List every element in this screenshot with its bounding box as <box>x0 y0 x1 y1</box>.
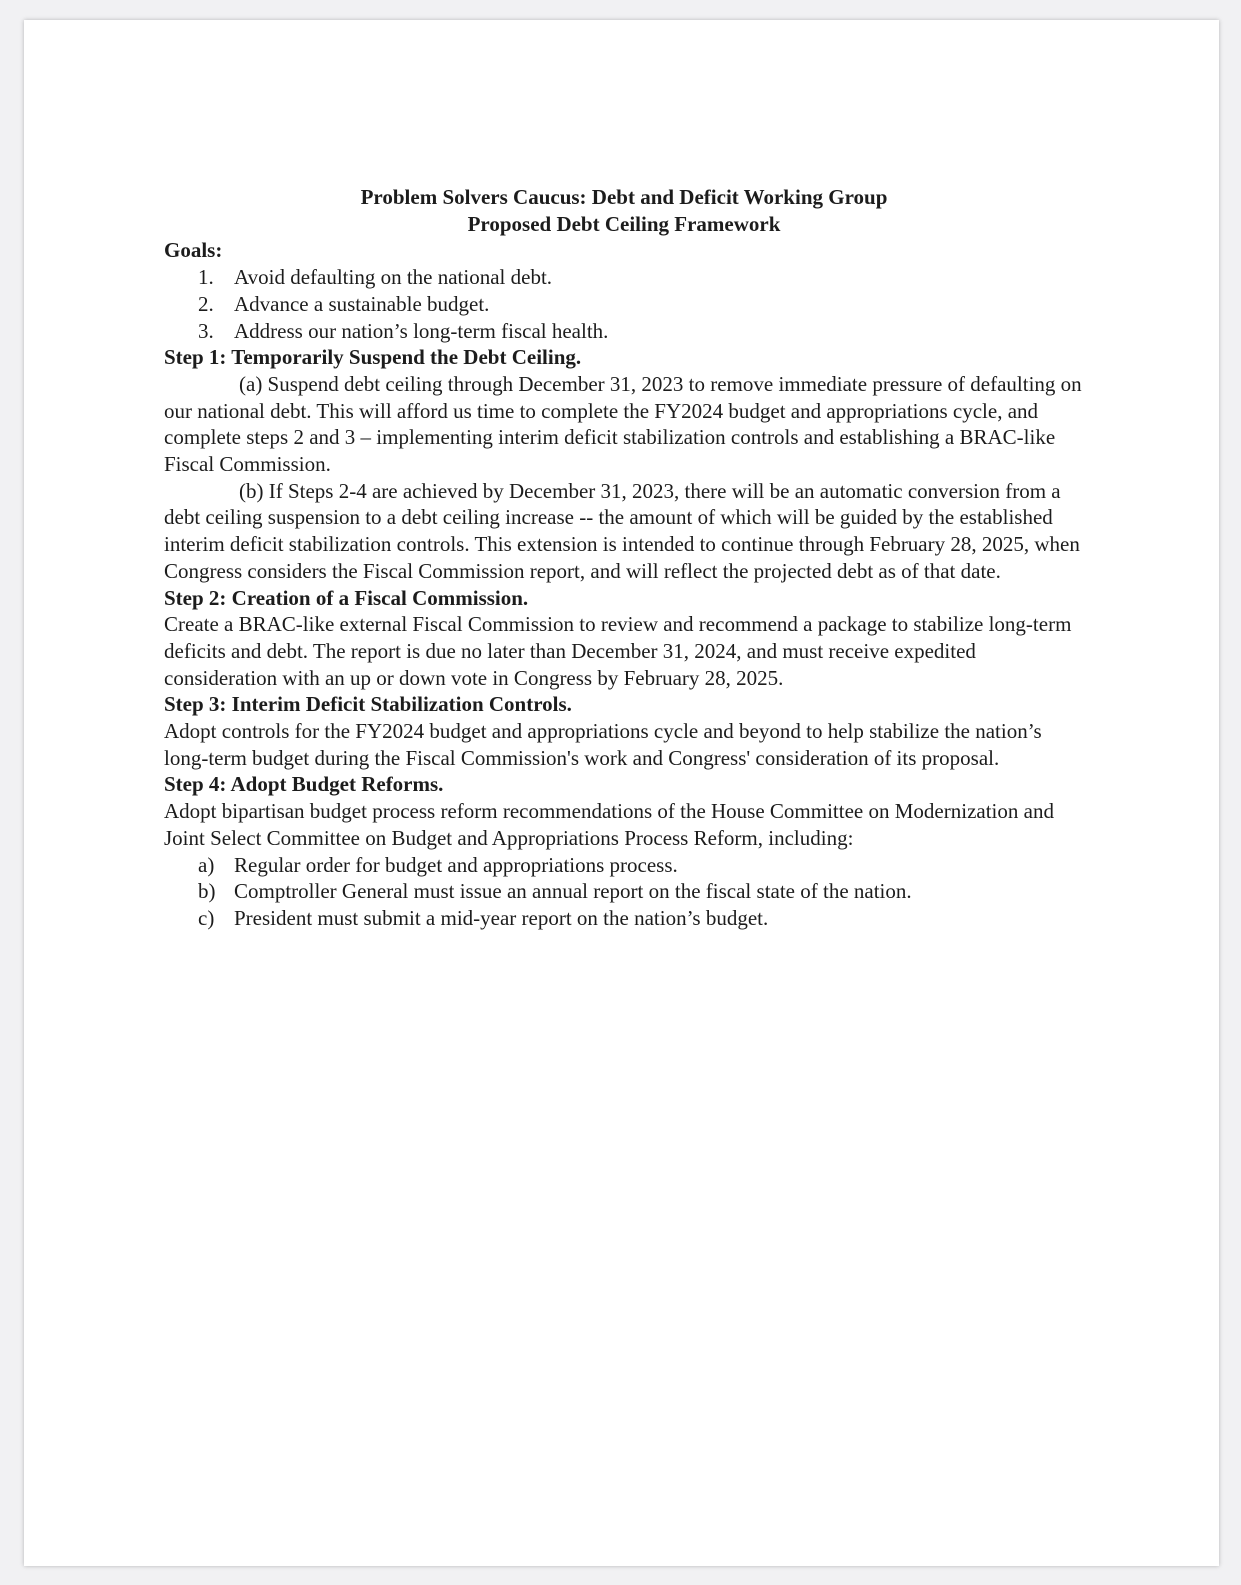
document-page <box>24 20 1219 1566</box>
list-item-text: President must submit a mid-year report on the nation’s budget. <box>234 905 769 930</box>
step3-paragraph: Adopt controls for the FY2024 budget and appropriations cycle and beyond to help stabilize the nation’s long-term budget during the Fiscal Commission's work and Congress' consideration of its proposal. <box>164 719 1042 770</box>
list-item <box>164 291 1084 318</box>
document-subtitle: Proposed Debt Ceiling Framework <box>467 211 781 236</box>
list-item-text: Avoid defaulting on the national debt. <box>234 265 553 290</box>
list-item-text: Comptroller General must issue an annual report on the fiscal state of the nation. <box>234 879 912 904</box>
step4-heading: Step 4: Adopt Budget Reforms. <box>164 772 444 797</box>
step2-paragraph: Create a BRAC-like external Fiscal Commission to review and recommend a package to stabilize long-term deficits and debt. The report is due no later than December 31, 2024, and must receive expedited consideration with an up or down vote in Congress by February 28, 2025. <box>164 612 1072 690</box>
list-marker: c) <box>198 905 215 930</box>
list-marker: 3. <box>198 318 214 343</box>
list-item <box>164 264 1084 291</box>
step2-heading: Step 2: Creation of a Fiscal Commission. <box>164 585 529 610</box>
step1-paragraph-b: (b) If Steps 2-4 are achieved by December 31, 2023, there will be an automatic conversion from a debt ceiling suspension to a debt ceiling increase -- the amount of which will be guided by the established interim deficit stabilization controls. This extension is intended to continue through February 28, 2025, when Congress considers the Fiscal Commission report, and will reflect the projected debt as of that date. <box>164 478 1080 583</box>
list-item <box>164 852 1084 879</box>
step3-heading: Step 3: Interim Deficit Stabilization Controls. <box>164 692 572 717</box>
step1-heading: Step 1: Temporarily Suspend the Debt Ceiling. <box>164 345 582 370</box>
goals-heading: Goals: <box>164 238 223 263</box>
list-item-text: Address our nation’s long-term fiscal health. <box>234 318 609 343</box>
list-item-text: Advance a sustainable budget. <box>234 291 490 316</box>
list-marker: 1. <box>198 265 214 290</box>
list-item-text: Regular order for budget and appropriations process. <box>234 852 678 877</box>
reforms-list <box>164 852 1084 932</box>
step4-paragraph: Adopt bipartisan budget process reform recommendations of the House Committee on Modernization and Joint Select Committee on Budget and Appropriations Process Reform, including: <box>164 799 1054 850</box>
list-item <box>164 318 1084 345</box>
document-body <box>164 184 1084 932</box>
list-item <box>164 878 1084 905</box>
document-title: Problem Solvers Caucus: Debt and Deficit Working Group <box>360 185 888 209</box>
list-item <box>164 905 1084 932</box>
goals-list <box>164 264 1084 344</box>
step1-paragraph-a: (a) Suspend debt ceiling through December 31, 2023 to remove immediate pressure of defaulting on our national debt. This will afford us time to complete the FY2024 budget and appropriations cycle, and complete steps 2 and 3 – implementing interim deficit stabilization controls and establishing a BRAC-like Fiscal Commission. <box>164 371 1082 477</box>
list-marker: a) <box>198 852 215 877</box>
list-marker: 2. <box>198 291 214 316</box>
list-marker: b) <box>198 879 216 904</box>
